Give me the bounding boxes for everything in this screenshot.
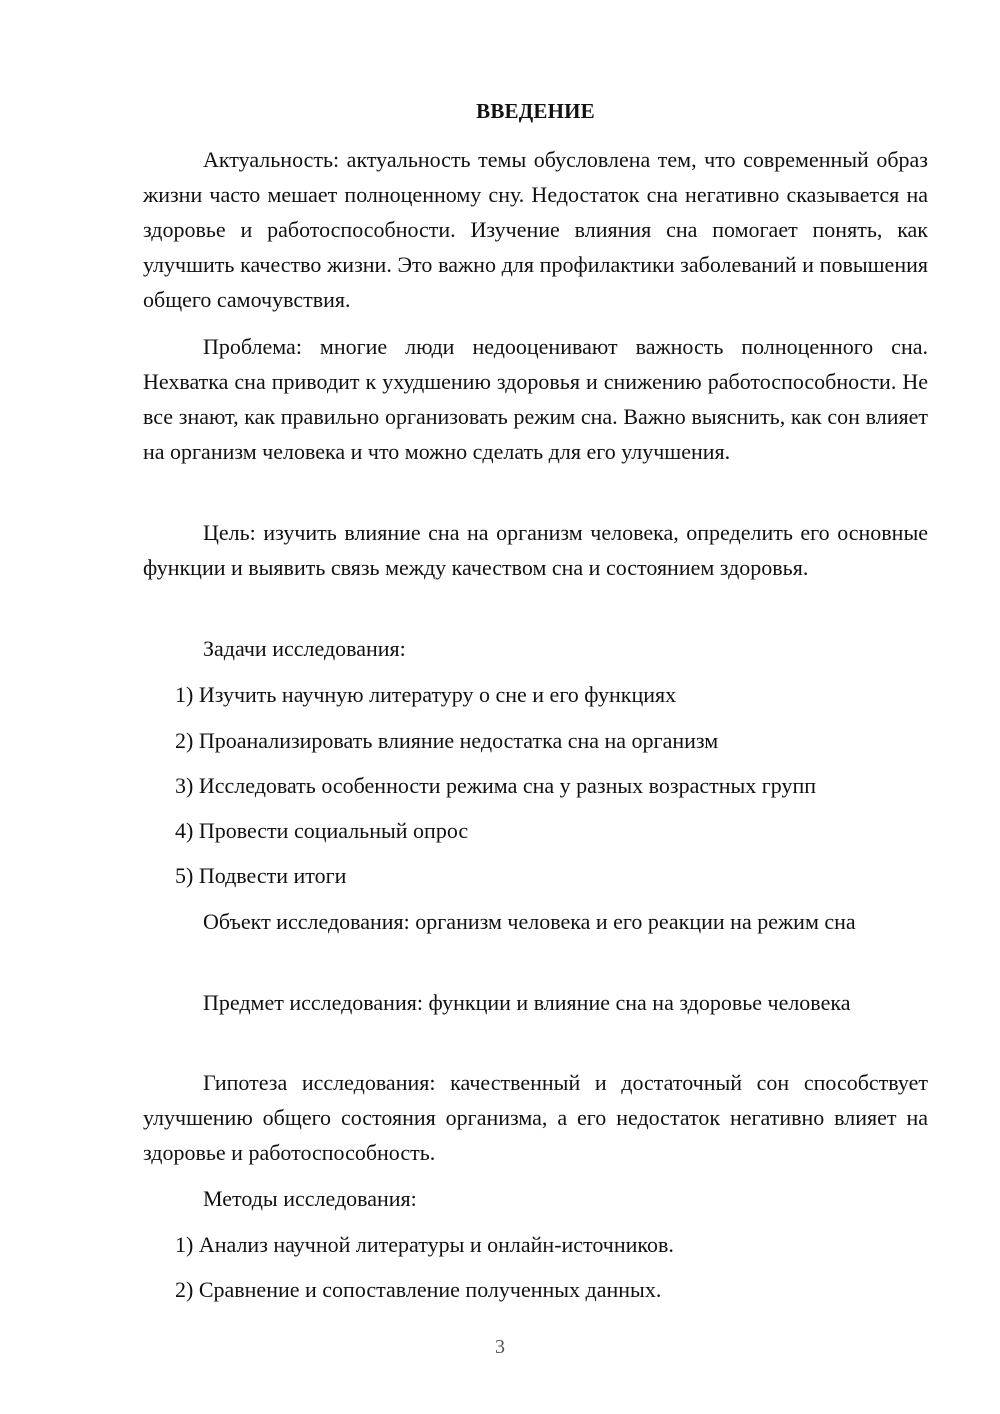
task-item-2: 2) Проанализировать влияние недостатка сна на организм: [175, 728, 719, 753]
paragraph-hypothesis: Гипотеза исследования: качественный и достаточный сон способствует улучшению общего состояния организма, а его недостаток негативно влияет на здоровье и работоспособность.: [143, 1070, 928, 1165]
paragraph-object: Объект исследования: организм человека и его реакции на режим сна: [203, 909, 856, 934]
method-item-2: 2) Сравнение и сопоставление полученных данных.: [175, 1277, 662, 1302]
paragraph-goal: Цель: изучить влияние сна на организм человека, определить его основные функции и выявить связь между качеством сна и состоянием здоровья.: [143, 520, 928, 580]
method-item-1: 1) Анализ научной литературы и онлайн-источников.: [175, 1232, 674, 1257]
paragraph-subject: Предмет исследования: функции и влияние сна на здоровье человека: [203, 990, 851, 1015]
task-item-1: 1) Изучить научную литературу о сне и его функциях: [175, 682, 677, 707]
paragraph-problem: Проблема: многие люди недооценивают важность полноценного сна. Нехватка сна приводит к ухудшению здоровья и снижению работоспособности. Не все знают, как правильно организовать режим сна. Важно выяснить, как сон влияет на организм человека и что можно сделать для его улучшения.: [143, 334, 928, 464]
paragraph-relevance: Актуальность: актуальность темы обусловлена тем, что современный образ жизни часто мешает полноценному сну. Недостаток сна негативно сказывается на здоровье и работоспособности. Изучение влияния сна помогает понять, как улучшить качество жизни. Это важно для профилактики заболеваний и повышения общего самочувствия.: [143, 147, 928, 312]
task-item-4: 4) Провести социальный опрос: [175, 818, 469, 843]
methods-heading: Методы исследования:: [203, 1186, 417, 1211]
page-number: 3: [495, 1336, 505, 1358]
task-item-5: 5) Подвести итоги: [175, 863, 347, 888]
section-title: ВВЕДЕНИЕ: [476, 99, 595, 123]
tasks-heading: Задачи исследования:: [203, 636, 406, 661]
task-item-3: 3) Исследовать особенности режима сна у разных возрастных групп: [175, 773, 817, 798]
